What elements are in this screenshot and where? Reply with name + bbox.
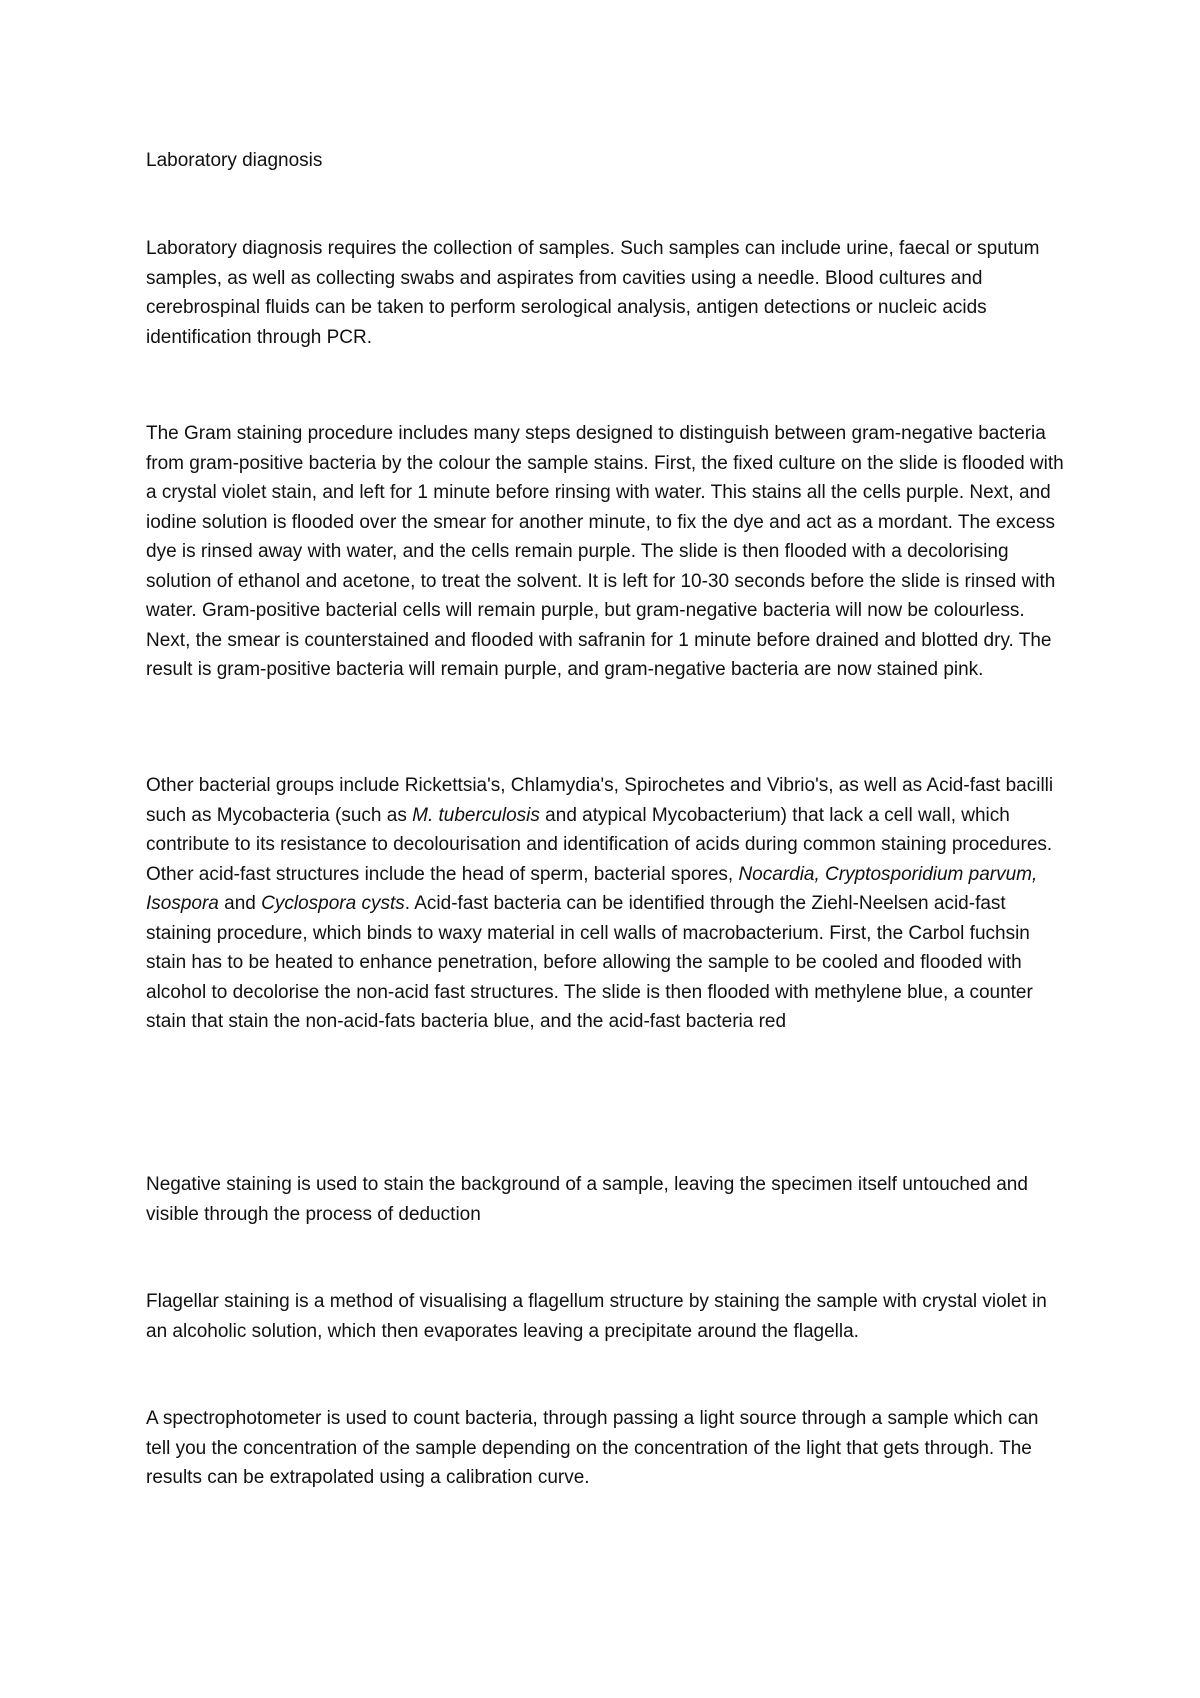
paragraph-acid-fast-text-4: . Acid-fast bacteria can be identified through the Ziehl-Neelsen acid-fast staining procedure, which binds to waxy material in cell walls of macrobacterium. First, the Carbol fuchsin stain has to be heated to enhance penetration, before allowing the sample to be cooled and flooded with alcohol to decolorise the non-acid fast structures. The slide is then flooded with methylene blue, a counter stain that stain the non-acid-fats bacteria blue, and the acid-fast bacteria red — [146, 893, 1033, 1032]
paragraph-acid-fast — [146, 771, 1066, 1037]
document-title: Laboratory diagnosis — [146, 150, 323, 171]
species-names-list: Nocardia, Cryptosporidium parvum, Isospora — [146, 863, 1038, 914]
paragraph-negative-staining: Negative staining is used to stain the background of a sample, leaving the specimen itself untouched and visible through the process of deduction — [146, 1174, 1028, 1225]
species-name-cyclospora: Cyclospora cysts — [261, 893, 405, 914]
paragraph-acid-fast-text-1: Other bacterial groups include Rickettsia's, Chlamydia's, Spirochetes and Vibrio's, as well as Acid-fast bacilli such as Mycobacteria (such as — [146, 775, 1054, 826]
paragraph-gram-staining: The Gram staining procedure includes many steps designed to distinguish between gram-negative bacteria from gram-positive bacteria by the colour the sample stains. First, the fixed culture on the slide is flooded with a crystal violet stain, and left for 1 minute before rinsing with water. This stains all the cells purple. Next, and iodine solution is flooded over the smear for another minute, to fix the dye and act as a mordant. The excess dye is rinsed away with water, and the cells remain purple. The slide is then flooded with a decolorising solution of ethanol and acetone, to treat the solvent. It is left for 10-30 seconds before the slide is rinsed with water. Gram-positive bacterial cells will remain purple, but gram-negative bacteria will now be colourless. Next, the smear is counterstained and flooded with safranin for 1 minute before drained and blotted dry. The result is gram-positive bacteria will remain purple, and gram-negative bacteria are now stained pink. — [146, 423, 1064, 680]
species-name-m-tuberculosis: M. tuberculosis — [412, 804, 540, 826]
paragraph-sample-collection: Laboratory diagnosis requires the collection of samples. Such samples can include urine, faecal or sputum samples, as well as collecting swabs and aspirates from cavities using a needle. Blood cultures and cerebrospinal fluids can be taken to perform serological analysis, antigen detections or nucleic acids identification through PCR. — [146, 238, 1040, 348]
paragraph-acid-fast-text-2: and atypical Mycobacterium) that lack a cell wall, which contribute to its resistance to decolourisation and identification of acids during common staining procedures. Other acid-fast structures include the head of sperm, bacterial spores, — [146, 804, 1053, 885]
paragraph-acid-fast-text-3: and — [218, 893, 262, 914]
paragraph-spectrophotometer: A spectrophotometer is used to count bacteria, through passing a light source through a sample which can tell you the concentration of the sample depending on the concentration of the light that gets through. The results can be extrapolated using a calibration curve. — [146, 1408, 1039, 1488]
paragraph-flagellar-staining: Flagellar staining is a method of visualising a flagellum structure by staining the sample with crystal violet in an alcoholic solution, which then evaporates leaving a precipitate around the flagella. — [146, 1291, 1047, 1342]
